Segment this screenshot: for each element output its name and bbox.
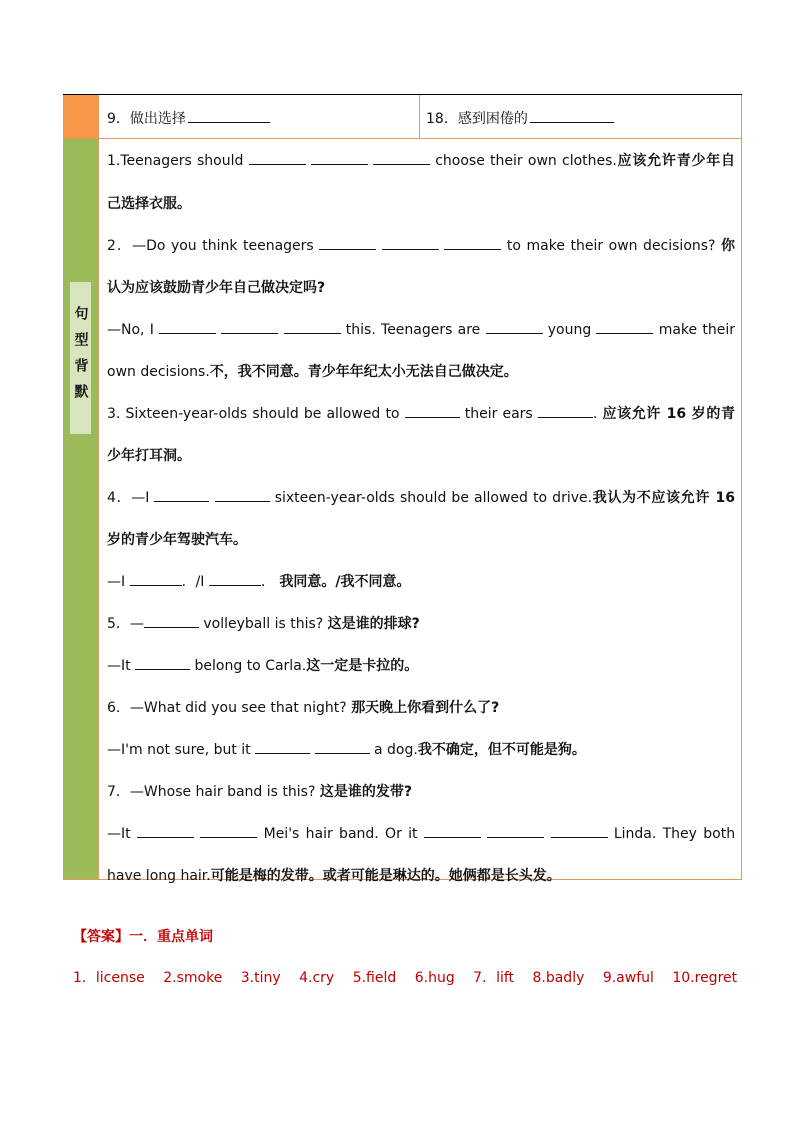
sentence-text: ． — [260, 574, 275, 590]
sentence-line — [107, 309, 735, 351]
sentence-text: make their — [658, 322, 735, 338]
answer-item: 7．lift — [473, 970, 515, 986]
table-divider — [63, 138, 742, 139]
answer-item: 6.hug — [414, 970, 455, 986]
sentence-line — [107, 519, 735, 561]
answer-blank — [382, 238, 439, 250]
sentence-text: have long hair. — [107, 868, 211, 884]
vocab-item-9 — [107, 108, 272, 128]
section-label-box — [70, 282, 91, 434]
answer-blank — [249, 153, 306, 165]
sentence-text: 7．—Whose hair band is this? — [107, 784, 316, 800]
sentence-text: to make their own decisions? — [506, 238, 716, 254]
sentence-translation: 这一定是卡拉的。 — [306, 658, 419, 674]
answer-item: 2.smoke — [163, 970, 223, 986]
sentence-line — [107, 813, 735, 855]
sentence-translation: 岁的青少年驾驶汽车。 — [107, 532, 247, 548]
answer-blank — [130, 574, 182, 586]
sentence-line — [107, 267, 735, 309]
answer-blank — [137, 826, 194, 838]
answer-blank — [159, 322, 216, 334]
sentence-text: this. Teenagers are — [345, 322, 481, 338]
sentence-translation: 认为应该鼓励青少年自己做决定吗? — [107, 280, 326, 296]
sentence-translation: 应该允许青少年自 — [616, 153, 735, 169]
green-label-column — [63, 138, 98, 880]
sentence-translation: 你 — [721, 238, 735, 254]
answer-blank — [221, 322, 278, 334]
sentence-translation: 可能是梅的发带。或者可能是琳达的。她俩都是长头发。 — [210, 868, 561, 884]
answer-blank — [255, 742, 310, 754]
sentence-translation: 我认为不应该允许 16 — [592, 490, 735, 506]
answer-blank — [200, 826, 257, 838]
answer-blank — [311, 153, 368, 165]
answer-blank — [486, 322, 543, 334]
answer-blank — [144, 616, 199, 628]
sentence-text: —I — [107, 574, 126, 590]
sentence-translation: 那天晚上你看到什么了? — [351, 700, 500, 716]
answer-item: 4.cry — [299, 970, 335, 986]
sentence-translation: 己选择衣服。 — [107, 195, 191, 212]
sentence-text: 3. Sixteen-year-olds should be allowed to — [107, 406, 400, 422]
sentence-table — [63, 94, 742, 884]
table-divider — [98, 95, 99, 880]
answer-blank — [596, 322, 653, 334]
sentence-line — [107, 687, 735, 729]
answer-blank — [487, 826, 544, 838]
answer-blank — [373, 153, 430, 165]
sentence-line — [107, 645, 735, 687]
sentence-text: belong to Carla. — [194, 658, 307, 674]
sentence-list — [107, 140, 735, 897]
sentence-text: ．/I — [181, 574, 205, 590]
answer-blank — [424, 826, 481, 838]
vocab-item-18 — [426, 108, 616, 128]
sentence-text: —I'm not sure, but it — [107, 742, 251, 758]
sentence-text: volleyball is this? — [203, 616, 324, 632]
answer-blank — [135, 658, 190, 670]
sentence-translation: 我不确定，但不可能是狗。 — [417, 742, 586, 758]
answer-heading: 【答案】一．重点单词 — [73, 929, 213, 945]
answer-blank — [444, 238, 501, 250]
sentence-text: their ears — [464, 406, 533, 422]
sentence-text: —No, I — [107, 322, 154, 338]
answer-blank — [530, 121, 614, 123]
table-divider — [741, 95, 742, 880]
sentence-translation: 不，我不同意。青少年年纪太小无法自己做决定。 — [209, 364, 518, 380]
answer-blank — [405, 406, 460, 418]
answer-blank — [551, 826, 608, 838]
sentence-translation: 应该允许 16 岁的青 — [602, 406, 735, 422]
vocab-item-9-text: 9．做出选择 — [107, 111, 186, 127]
sentence-text: young — [547, 322, 592, 338]
answer-blank — [284, 322, 341, 334]
sentence-text: sixteen-year-olds should be allowed to drive. — [274, 490, 593, 506]
sentence-text: 6．—What did you see that night? — [107, 700, 347, 716]
sentence-text: 1.Teenagers should — [107, 153, 244, 169]
sentence-translation: 这是谁的排球? — [327, 616, 420, 632]
sentence-line — [107, 603, 735, 645]
sentence-translation: 这是谁的发带? — [319, 784, 412, 800]
sentence-text: 2．—Do you think teenagers — [107, 238, 314, 254]
answer-blank — [188, 121, 270, 123]
answer-blank — [315, 742, 370, 754]
vocab-item-18-text: 18．感到困倦的 — [426, 111, 528, 127]
sentence-text: 4．—I — [107, 490, 150, 506]
sentence-text: . — [592, 406, 598, 422]
answer-blank — [154, 490, 209, 502]
sentence-text: Linda. They both — [613, 826, 735, 842]
answer-blank — [538, 406, 593, 418]
sentence-text: 5．— — [107, 616, 144, 632]
answer-item: 3.tiny — [240, 970, 281, 986]
section-label: 句型背默 — [72, 306, 89, 410]
sentence-text: choose their own clothes. — [435, 153, 617, 169]
answer-blank — [319, 238, 376, 250]
sentence-line — [107, 561, 735, 603]
sentence-line — [107, 435, 735, 477]
answer-item: 1．license — [73, 970, 145, 986]
sentence-line — [107, 225, 735, 267]
sentence-line — [107, 855, 735, 897]
answer-item: 10.regret — [672, 970, 738, 986]
sentence-text: a dog. — [374, 742, 418, 758]
orange-header-cell — [63, 95, 98, 138]
answer-item: 5.field — [352, 970, 397, 986]
sentence-line — [107, 477, 735, 519]
answer-item: 9.awful — [602, 970, 654, 986]
sentence-text: —It — [107, 658, 131, 674]
sentence-translation: 我同意。/我不同意。 — [279, 574, 411, 590]
sentence-line — [107, 183, 735, 226]
sentence-text: —It — [107, 826, 131, 842]
sentence-translation: 少年打耳洞。 — [107, 448, 191, 464]
sentence-line — [107, 351, 735, 393]
sentence-line — [107, 140, 735, 183]
sentence-text: own decisions. — [107, 364, 210, 380]
sentence-line — [107, 393, 735, 435]
answer-list — [73, 967, 751, 987]
answer-blank — [209, 574, 261, 586]
sentence-line — [107, 729, 735, 771]
sentence-line — [107, 771, 735, 813]
vocab-row — [99, 95, 742, 138]
answer-blank — [215, 490, 270, 502]
sentence-text: Mei's hair band. Or it — [263, 826, 418, 842]
answer-item: 8.badly — [532, 970, 585, 986]
